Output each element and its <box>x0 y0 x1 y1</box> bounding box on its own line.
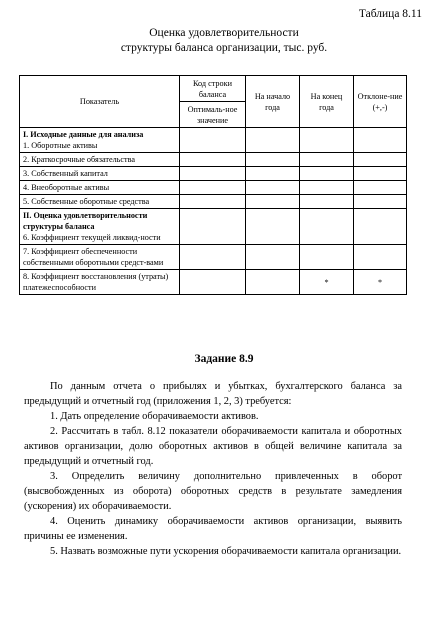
table-row-label: 3. Собственный капитал <box>20 167 180 181</box>
paragraph: По данным отчета о прибылях и убытках, бухгалтерского баланса за предыдущий и отчетный год (приложения 1, 2, 3) требуется: <box>24 381 402 407</box>
header-end: На конец года <box>300 76 354 128</box>
header-indicator: Показатель <box>20 76 180 128</box>
paragraph: 4. Оценить динамику оборачиваемости активов организации, выявить причины ее изменения. <box>24 516 402 542</box>
table-row-label: 7. Коэффициент обеспеченности собственными оборотными средст-вами <box>20 245 180 270</box>
section-heading: II. Оценка удовлетворительности структуры баланса <box>23 211 148 231</box>
table-title-line-2: структуры баланса организации, тыс. руб. <box>120 42 328 54</box>
paragraph: 2. Рассчитать в табл. 8.12 показатели оборачиваемости капитала и оборотных активов организации, долю оборотных активов в общей величине капитала за предыдущий и отчетный год. <box>24 426 402 467</box>
table-row-label: 2. Краткосрочные обязательства <box>20 153 180 167</box>
start-mark: * <box>300 270 354 295</box>
table-number: Таблица 8.11 <box>358 8 422 20</box>
task-text <box>24 379 402 559</box>
table-row-label: 4. Внеоборотные активы <box>20 181 180 195</box>
deviation-mark: * <box>354 270 407 295</box>
table-row-label: 5. Собственные оборотные средства <box>20 195 180 209</box>
header-code: Код строки баланса <box>180 76 246 102</box>
header-optimal: Оптималь-ное значение <box>180 102 246 128</box>
paragraph: 3. Определить величину дополнительно привлеченных в оборот (высвобожденных из оборота) оборотных средств в результате замедления (ускорения) их оборачиваемости. <box>24 471 402 512</box>
header-deviation: Отклоне-ние (+,-) <box>354 76 407 128</box>
table-title-line-1: Оценка удовлетворительности <box>149 27 299 39</box>
table-row-label: I. Исходные данные для анализа 1. Оборотные активы <box>20 128 180 153</box>
table-row-label: 8. Коэффициент восстановления (утраты) платежеспособности <box>20 270 180 295</box>
paragraph: 5. Назвать возможные пути ускорения оборачиваемости капитала организации. <box>50 546 402 557</box>
header-start: На начало года <box>246 76 300 128</box>
table-row-label: II. Оценка удовлетворительности структуры баланса 6. Коэффициент текущей ликвид-ности <box>20 209 180 245</box>
balance-structure-table <box>19 75 407 295</box>
section-heading: I. Исходные данные для анализа <box>23 130 144 139</box>
paragraph: 1. Дать определение оборачиваемости активов. <box>50 411 259 422</box>
task-title: Задание 8.9 <box>194 353 254 365</box>
